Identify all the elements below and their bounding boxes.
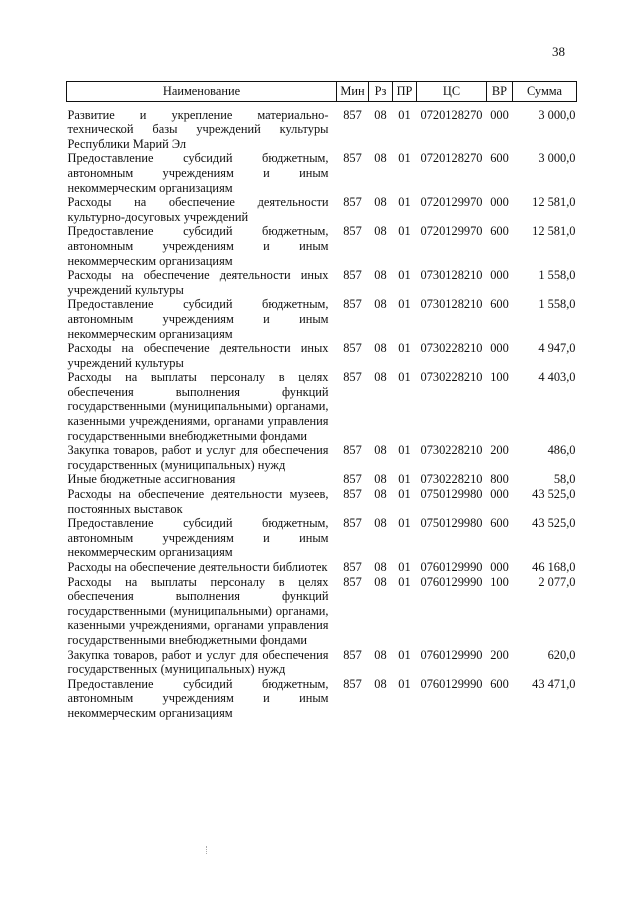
cell-rz: 08 bbox=[374, 224, 387, 239]
cell-sum: 1 558,0 bbox=[538, 268, 576, 283]
cell-pr: 01 bbox=[398, 151, 411, 166]
cell-name: Предоставление субсидий бюджетным, автономным учреждениям и иным некоммерческим организациям bbox=[67, 297, 329, 341]
cell-pr: 01 bbox=[398, 574, 411, 589]
cell-cs: 0730228210 bbox=[420, 341, 483, 356]
cell-min: 857 bbox=[343, 268, 362, 283]
cell-rz: 08 bbox=[374, 647, 387, 662]
cell-pr: 01 bbox=[398, 472, 411, 487]
cell-pr: 01 bbox=[398, 443, 411, 458]
cell-rz: 08 bbox=[374, 341, 387, 356]
cell-vr: 600 bbox=[490, 676, 509, 691]
table-header-row bbox=[67, 82, 577, 102]
page-number: 38 bbox=[552, 44, 565, 59]
table-row bbox=[67, 151, 577, 195]
cell-cs: 0730228210 bbox=[420, 472, 483, 487]
cell-min: 857 bbox=[343, 107, 362, 122]
cell-name: Предоставление субсидий бюджетным, автономным учреждениям и иным некоммерческим организациям bbox=[67, 151, 329, 195]
cell-min: 857 bbox=[343, 443, 362, 458]
cell-min: 857 bbox=[343, 297, 362, 312]
cell-cs: 0760129990 bbox=[420, 574, 483, 589]
cell-name: Расходы на обеспечение деятельности иных учреждений культуры bbox=[67, 341, 329, 370]
table-row bbox=[67, 677, 577, 721]
cell-vr: 000 bbox=[490, 341, 509, 356]
table-row bbox=[67, 297, 577, 341]
cell-pr: 01 bbox=[398, 487, 411, 502]
cell-rz: 08 bbox=[374, 472, 387, 487]
cell-pr: 01 bbox=[398, 516, 411, 531]
column-header-cs: ЦС bbox=[417, 82, 487, 102]
cell-name: Расходы на выплаты персоналу в целях обеспечения выполнения функций государственными (муниципальными) органами, казенными учреждениями, органами управления государственными внебюджетными фондами bbox=[67, 574, 329, 647]
cell-cs: 0750129980 bbox=[420, 487, 483, 502]
cell-vr: 600 bbox=[490, 516, 509, 531]
table-row bbox=[67, 516, 577, 560]
cell-vr: 100 bbox=[490, 370, 509, 385]
table-row bbox=[67, 648, 577, 677]
column-header-rz: Рз bbox=[369, 82, 393, 102]
cell-rz: 08 bbox=[374, 676, 387, 691]
cell-vr: 000 bbox=[490, 195, 509, 210]
cell-sum: 3 000,0 bbox=[538, 107, 576, 122]
cell-rz: 08 bbox=[374, 297, 387, 312]
cell-cs: 0720129970 bbox=[420, 195, 483, 210]
column-header-sum: Сумма bbox=[513, 82, 577, 102]
cell-sum: 46 168,0 bbox=[532, 560, 576, 574]
cell-sum: 43 525,0 bbox=[532, 487, 576, 502]
cell-name: Закупка товаров, работ и услуг для обеспечения государственных (муниципальных) нужд bbox=[67, 443, 329, 472]
cell-cs: 0750129980 bbox=[420, 516, 483, 531]
cell-rz: 08 bbox=[374, 574, 387, 589]
cell-cs: 0720128270 bbox=[420, 107, 483, 122]
cell-name: Развитие и укрепление материально-технической базы учреждений культуры Республики Марий Эл bbox=[67, 107, 329, 151]
cell-vr: 000 bbox=[490, 560, 509, 574]
table-row bbox=[67, 560, 577, 575]
cell-name: Иные бюджетные ассигнования bbox=[67, 472, 236, 487]
cell-pr: 01 bbox=[398, 224, 411, 239]
cell-rz: 08 bbox=[374, 195, 387, 210]
cell-pr: 01 bbox=[398, 676, 411, 691]
cell-vr: 600 bbox=[490, 151, 509, 166]
cell-cs: 0760129990 bbox=[420, 560, 483, 574]
cell-cs: 0730128210 bbox=[420, 297, 483, 312]
table-row bbox=[67, 370, 577, 443]
cell-min: 857 bbox=[343, 195, 362, 210]
cell-sum: 43 471,0 bbox=[532, 676, 576, 691]
table-row bbox=[67, 224, 577, 268]
cell-cs: 0760129990 bbox=[420, 676, 483, 691]
cell-vr: 800 bbox=[490, 472, 509, 487]
column-header-vr: ВР bbox=[487, 82, 513, 102]
cell-cs: 0720129970 bbox=[420, 224, 483, 239]
cell-name: Расходы на обеспечение деятельности иных учреждений культуры bbox=[67, 268, 329, 297]
cell-pr: 01 bbox=[398, 341, 411, 356]
cell-sum: 620,0 bbox=[547, 647, 576, 662]
cell-name: Расходы на выплаты персоналу в целях обеспечения выполнения функций государственными (муниципальными) органами, казенными учреждениями, органами управления государственными внебюджетными фондами bbox=[67, 370, 329, 443]
cell-sum: 486,0 bbox=[547, 443, 576, 458]
cell-pr: 01 bbox=[398, 370, 411, 385]
cell-sum: 1 558,0 bbox=[538, 297, 576, 312]
cell-min: 857 bbox=[343, 224, 362, 239]
cell-rz: 08 bbox=[374, 443, 387, 458]
cell-min: 857 bbox=[343, 560, 362, 574]
table-row bbox=[67, 443, 577, 472]
table-row bbox=[67, 195, 577, 224]
cell-sum: 3 000,0 bbox=[538, 151, 576, 166]
cell-min: 857 bbox=[343, 370, 362, 385]
table-row bbox=[67, 472, 577, 487]
cell-vr: 600 bbox=[490, 224, 509, 239]
budget-table bbox=[66, 81, 577, 721]
cell-vr: 000 bbox=[490, 268, 509, 283]
cell-cs: 0730228210 bbox=[420, 370, 483, 385]
cell-sum: 12 581,0 bbox=[532, 195, 576, 210]
cell-rz: 08 bbox=[374, 107, 387, 122]
scan-mark bbox=[206, 846, 208, 854]
cell-name: Закупка товаров, работ и услуг для обеспечения государственных (муниципальных) нужд bbox=[67, 647, 329, 677]
cell-min: 857 bbox=[343, 341, 362, 356]
cell-min: 857 bbox=[343, 574, 362, 589]
column-header-min: Мин bbox=[337, 82, 369, 102]
cell-sum: 2 077,0 bbox=[538, 574, 576, 589]
cell-name: Предоставление субсидий бюджетным, автономным учреждениям и иным некоммерческим организациям bbox=[67, 676, 329, 720]
cell-rz: 08 bbox=[374, 516, 387, 531]
column-header-pr: ПР bbox=[393, 82, 417, 102]
cell-min: 857 bbox=[343, 647, 362, 662]
cell-vr: 000 bbox=[490, 107, 509, 122]
cell-pr: 01 bbox=[398, 560, 411, 574]
table-row bbox=[67, 268, 577, 297]
cell-name: Расходы на обеспечение деятельности культурно-досуговых учреждений bbox=[67, 195, 329, 224]
cell-sum: 4 403,0 bbox=[538, 370, 576, 385]
cell-pr: 01 bbox=[398, 297, 411, 312]
cell-vr: 000 bbox=[490, 487, 509, 502]
cell-rz: 08 bbox=[374, 487, 387, 502]
table-row bbox=[67, 575, 577, 648]
cell-vr: 600 bbox=[490, 297, 509, 312]
cell-sum: 43 525,0 bbox=[532, 516, 576, 531]
cell-sum: 58,0 bbox=[553, 472, 576, 487]
column-header-name: Наименование bbox=[67, 82, 337, 102]
cell-cs: 0720128270 bbox=[420, 151, 483, 166]
cell-rz: 08 bbox=[374, 560, 387, 574]
cell-pr: 01 bbox=[398, 268, 411, 283]
cell-name: Расходы на обеспечение деятельности музеев, постоянных выставок bbox=[67, 487, 329, 516]
cell-name: Расходы на обеспечение деятельности библиотек bbox=[67, 560, 328, 574]
cell-vr: 100 bbox=[490, 574, 509, 589]
cell-min: 857 bbox=[343, 676, 362, 691]
cell-rz: 08 bbox=[374, 268, 387, 283]
table-row bbox=[67, 108, 577, 152]
cell-sum: 12 581,0 bbox=[532, 224, 576, 239]
cell-cs: 0760129990 bbox=[420, 647, 483, 662]
cell-cs: 0730228210 bbox=[420, 443, 483, 458]
cell-min: 857 bbox=[343, 516, 362, 531]
cell-pr: 01 bbox=[398, 647, 411, 662]
cell-cs: 0730128210 bbox=[420, 268, 483, 283]
cell-pr: 01 bbox=[398, 195, 411, 210]
cell-min: 857 bbox=[343, 472, 362, 487]
cell-sum: 4 947,0 bbox=[538, 341, 576, 356]
cell-vr: 200 bbox=[490, 443, 509, 458]
table-row bbox=[67, 487, 577, 516]
cell-name: Предоставление субсидий бюджетным, автономным учреждениям и иным некоммерческим организациям bbox=[67, 516, 329, 560]
cell-min: 857 bbox=[343, 487, 362, 502]
cell-rz: 08 bbox=[374, 151, 387, 166]
cell-pr: 01 bbox=[398, 107, 411, 122]
table-row bbox=[67, 341, 577, 370]
cell-name: Предоставление субсидий бюджетным, автономным учреждениям и иным некоммерческим организациям bbox=[67, 224, 329, 268]
cell-min: 857 bbox=[343, 151, 362, 166]
cell-rz: 08 bbox=[374, 370, 387, 385]
cell-vr: 200 bbox=[490, 647, 509, 662]
